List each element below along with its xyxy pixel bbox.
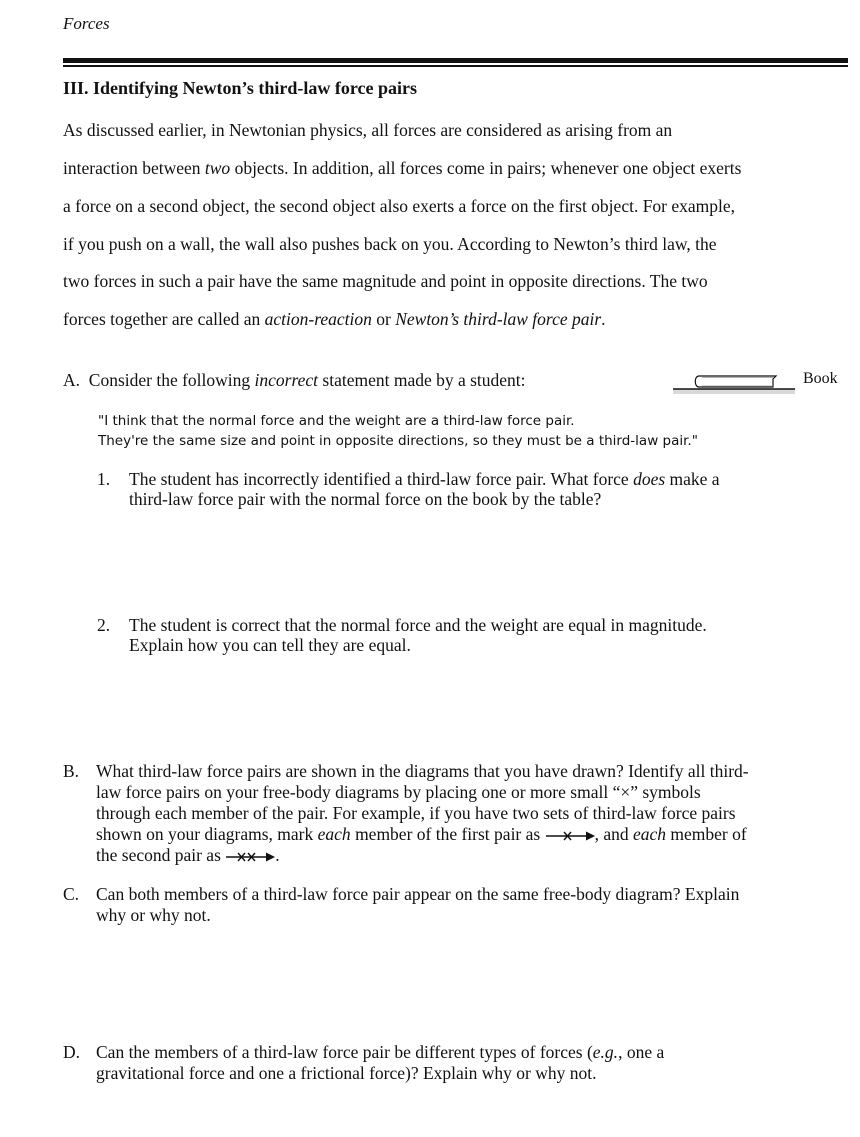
student-quote: [98, 411, 698, 451]
intro-line-5: two forces in such a pair have the same magnitude and point in opposite directions. The two: [63, 271, 708, 291]
part-b-line-1: What third-law force pairs are shown in the diagrams that you have drawn? Identify all third-: [96, 761, 749, 781]
part-d-line-1: Can the members of a third-law force pair be different types of forces (e.g., one a: [96, 1042, 665, 1062]
part-a-prompt: A. Consider the following incorrect statement made by a student:: [63, 370, 526, 390]
part-b-line-4: shown on your diagrams, mark each member of the first pair as , and each member of: [96, 824, 747, 844]
part-b-label: B.: [63, 761, 80, 781]
question-2-line-2: Explain how you can tell they are equal.: [129, 635, 411, 655]
question-1-line-1: The student has incorrectly identified a third-law force pair. What force does make a: [129, 469, 720, 489]
section-title: III. Identifying Newton’s third-law force pairs: [63, 78, 417, 98]
intro-line-6: forces together are called an action-reaction or Newton’s third-law force pair.: [63, 309, 606, 329]
part-c-line-2: why or why not.: [96, 905, 211, 925]
question-2-number: 2.: [97, 615, 111, 635]
double-cross-arrow-icon: [225, 851, 275, 863]
part-c-line-1: Can both members of a third-law force pair appear on the same free-body diagram? Explain: [96, 884, 740, 904]
part-b-line-5: the second pair as .: [96, 845, 280, 865]
part-b-line-2: law force pairs on your free-body diagrams by placing one or more small “×” symbols: [96, 782, 701, 802]
question-1-number: 1.: [97, 469, 111, 489]
part-c-label: C.: [63, 884, 80, 904]
intro-line-3: a force on a second object, the second object also exerts a force on the first object. For example,: [63, 196, 736, 216]
book-on-table-figure: [673, 368, 798, 400]
intro-line-1: As discussed earlier, in Newtonian physics, all forces are considered as arising from an: [63, 120, 673, 140]
single-cross-arrow-icon: [545, 830, 595, 842]
part-d-line-2: gravitational force and one a frictional force)? Explain why or why not.: [96, 1063, 597, 1083]
header-rule-thin: [63, 65, 848, 67]
question-1-line-2: third-law force pair with the normal force on the book by the table?: [129, 489, 602, 509]
book-label: Book: [803, 370, 838, 387]
intro-line-4: if you push on a wall, the wall also pushes back on you. According to Newton’s third law, the: [63, 234, 717, 254]
quote-line-2: They're the same size and point in opposite directions, so they must be a third-law pair.": [98, 433, 698, 449]
question-2-line-1: The student is correct that the normal force and the weight are equal in magnitude.: [129, 615, 707, 635]
header-rule-thick: [63, 58, 848, 63]
intro-line-2: interaction between two objects. In addition, all forces come in pairs; whenever one object exerts: [63, 158, 742, 178]
part-b-line-3: through each member of the pair. For example, if you have two sets of third-law force pairs: [96, 803, 736, 823]
running-header: Forces: [63, 14, 110, 33]
part-d-label: D.: [63, 1042, 81, 1062]
quote-line-1: "I think that the normal force and the weight are a third-law force pair.: [98, 413, 575, 429]
